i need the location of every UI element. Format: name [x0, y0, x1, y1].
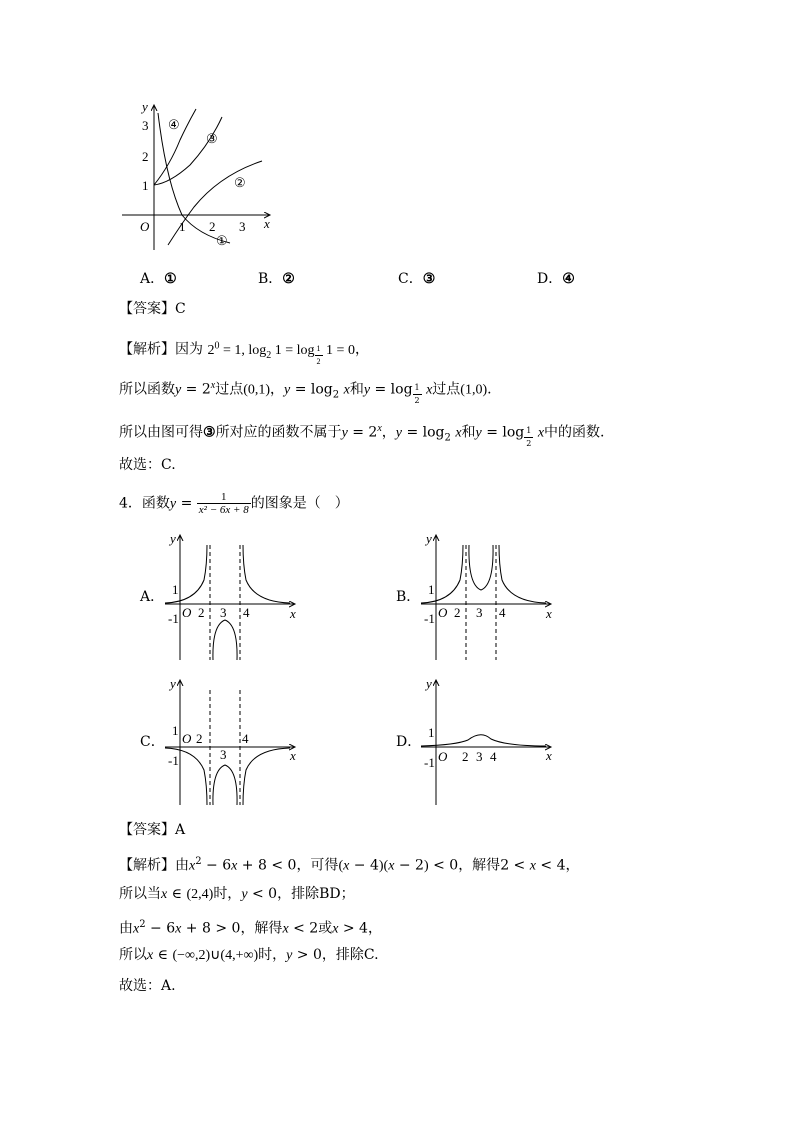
- option-value: ②: [282, 271, 295, 287]
- l1-c: ，解得: [458, 857, 501, 874]
- curve-label-4: ④: [168, 117, 180, 132]
- x-axis-label: x: [290, 606, 296, 621]
- x-tick-2: 2: [196, 731, 203, 746]
- y-tick-neg1: -1: [424, 755, 435, 770]
- l2-c: ，排除BD；: [277, 886, 355, 902]
- q4-graph-b: [416, 530, 566, 665]
- option-letter: B．: [258, 271, 283, 287]
- x-tick-4: 4: [242, 731, 249, 746]
- x-tick-2: 2: [454, 605, 461, 620]
- q4-graph-a: [160, 530, 310, 665]
- x-tick-2: 2: [462, 749, 469, 764]
- x-axis-label: x: [264, 216, 270, 231]
- curve-label-3: ③: [206, 131, 218, 146]
- stem-post: 的图象是（ ）: [250, 495, 349, 512]
- option-letter: D．: [537, 271, 563, 287]
- x-tick-2: 2: [209, 219, 216, 234]
- x-tick-2: 2: [198, 605, 205, 620]
- q3-analysis-line1: 【解析】因为 $2^0 = 1$, $\log_2 1 = \log$ $_{\frac{1}{2}}$ 1 = 0，: [119, 340, 369, 366]
- q4-graph-c: [160, 675, 310, 810]
- y-tick-neg1: -1: [168, 753, 179, 768]
- l2-a: 所以当: [119, 886, 161, 902]
- origin-label: O: [182, 731, 192, 746]
- x-axis-label: x: [546, 606, 552, 621]
- y-tick-2: 2: [142, 149, 149, 164]
- q4-stem: 4．函数y = $\frac{1}{\text{x² − 6x + 8}}$ 的图象是（ ）: [119, 491, 349, 516]
- y-tick-1: 1: [172, 582, 179, 597]
- q4-option-a-letter[interactable]: A．: [140, 589, 165, 605]
- y-tick-1: 1: [142, 178, 149, 193]
- q3-graph: [110, 95, 290, 255]
- option-letter: A．: [140, 271, 165, 287]
- x-tick-3: 3: [476, 749, 483, 764]
- curve-label-1: ①: [216, 233, 228, 248]
- y-tick-1: 1: [428, 725, 435, 740]
- y-axis-label: y: [426, 676, 432, 691]
- q4-analysis-line4: 所以x ∈ (−∞,2)∪(4,+∞)时，y > 0，排除C.: [119, 947, 379, 963]
- q4-option-b-letter[interactable]: B．: [396, 589, 421, 605]
- option-value: ①: [164, 271, 177, 287]
- q3-conclusion: 故选：C.: [119, 457, 176, 473]
- branch-right: [499, 545, 546, 603]
- x-tick-1: 1: [179, 219, 186, 234]
- x-tick-4: 4: [499, 605, 506, 620]
- q3-analysis-line2: 所以函数$y = 2^x$过点(0,1)，$y = \log_2 x$和y = log $_{\frac{1}{2}}$ x过点(1,0).: [119, 380, 492, 406]
- curve-3: [154, 117, 222, 185]
- option-value: ④: [562, 271, 575, 287]
- l1-a: 由: [175, 857, 189, 874]
- l1-b: ，可得: [296, 857, 339, 874]
- line2-post: 过点: [432, 381, 461, 398]
- line3-circ: ③: [203, 424, 216, 441]
- x-axis-label: x: [290, 748, 296, 763]
- option-letter: C．: [398, 271, 423, 287]
- l4-c: ，排除C.: [321, 947, 379, 963]
- l3-d: ，: [367, 920, 382, 937]
- y-axis-label: y: [142, 99, 148, 114]
- q4-option-c-letter[interactable]: C．: [140, 734, 165, 750]
- x-tick-4: 4: [243, 605, 250, 620]
- l3-c: 或: [318, 920, 333, 937]
- x-tick-3: 3: [220, 605, 227, 620]
- branch-mid: [213, 620, 237, 660]
- curve-label-2: ②: [234, 175, 246, 190]
- stem-den: x² − 6x + 8: [198, 504, 249, 516]
- origin-label: O: [438, 605, 448, 620]
- curve-1: [158, 113, 230, 243]
- q4-conclusion: 故选：A.: [119, 978, 176, 994]
- q4-graph-d: [416, 675, 566, 810]
- q3-option-b[interactable]: [258, 270, 295, 288]
- q3-option-c[interactable]: [398, 270, 435, 288]
- q3-option-a[interactable]: [140, 270, 177, 288]
- y-tick-neg1: -1: [168, 611, 179, 626]
- stem-fraction: [197, 491, 251, 516]
- stem-num: 1: [197, 491, 251, 504]
- line3-post: 中的函数.: [544, 424, 605, 441]
- y-tick-1: 1: [172, 723, 179, 738]
- y-tick-neg1: -1: [424, 611, 435, 626]
- x-tick-3: 3: [476, 605, 483, 620]
- y-axis-label: y: [170, 531, 176, 546]
- analysis-intro: 因为: [175, 341, 203, 358]
- line3-mid: 所对应的函数不属于: [215, 424, 342, 441]
- bump-curve: [421, 735, 546, 746]
- line3-pre: 所以由图可得: [119, 424, 203, 441]
- line3-and: 和: [461, 424, 476, 441]
- q3-analysis-line3: 所以由图可得③所对应的函数不属于$y = 2^x$，$y = \log_2 x$和y = log $_{\frac{1}{2}}$ x中的函数.: [119, 423, 605, 449]
- q4-analysis-line2: 所以当x ∈ (2,4)时，y < 0，排除BD；: [119, 886, 355, 902]
- stem-pre: 4．函数: [119, 495, 170, 512]
- branch-right: [243, 545, 290, 603]
- y-axis-label: y: [426, 531, 432, 546]
- q4-answer: 【答案】A: [119, 822, 186, 838]
- x-tick-3: 3: [239, 219, 246, 234]
- q4-option-d-letter[interactable]: D．: [396, 734, 422, 750]
- branch-right: [243, 748, 290, 805]
- x-axis-label: x: [546, 748, 552, 763]
- origin-label: O: [438, 749, 448, 764]
- x-tick-3: 3: [220, 747, 227, 762]
- line2-mid: 过点: [215, 381, 244, 398]
- branch-mid: [213, 765, 237, 805]
- origin-label: O: [182, 605, 192, 620]
- y-axis-label: y: [170, 676, 176, 691]
- l1-d: ，: [565, 857, 580, 874]
- y-tick-1: 1: [428, 582, 435, 597]
- line2-and: 和: [349, 381, 364, 398]
- branch-mid: [469, 545, 493, 590]
- q4-analysis-line1: 【解析】由$x^2 - 6x + 8 < 0$，可得(x − 4)(x − 2) < 0，解得2 < x < 4，: [119, 856, 580, 874]
- line2-pre: 所以函数: [119, 381, 175, 398]
- analysis-title: 【解析】: [119, 341, 175, 358]
- l2-b: 时，: [213, 886, 242, 902]
- analysis-title: 【解析】: [119, 857, 175, 874]
- x-tick-4: 4: [490, 749, 497, 764]
- l3-b: ，解得: [240, 920, 283, 937]
- l4-b: 时，: [258, 947, 287, 963]
- q4-analysis-line3: 由$x^2 - 6x + 8 > 0$，解得x < 2或x > 4，: [119, 919, 382, 937]
- q3-option-d[interactable]: [537, 270, 575, 288]
- l4-a: 所以: [119, 947, 147, 963]
- y-tick-3: 3: [142, 118, 149, 133]
- option-value: ③: [422, 271, 436, 287]
- l3-a: 由: [119, 920, 133, 937]
- q3-answer: 【答案】C: [119, 301, 186, 317]
- origin-label: O: [140, 219, 150, 234]
